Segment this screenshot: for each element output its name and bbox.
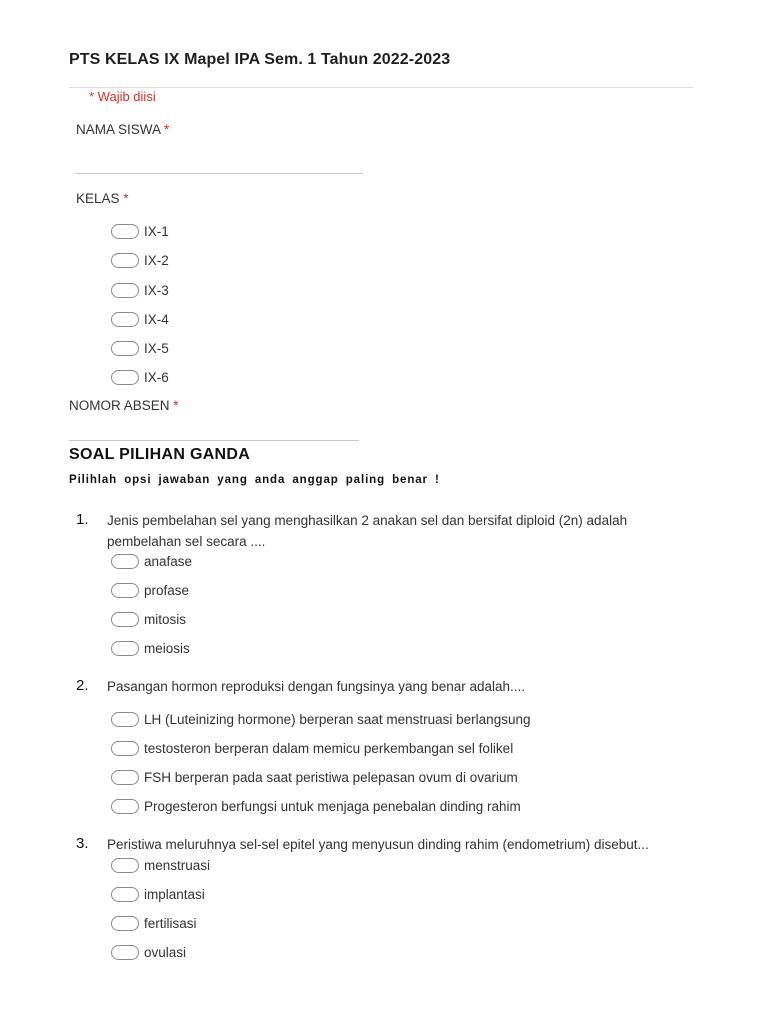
nama-siswa-input[interactable] xyxy=(75,173,363,174)
title-divider xyxy=(69,87,693,88)
option-label: IX-2 xyxy=(144,252,169,268)
kelas-option[interactable] xyxy=(111,250,169,270)
radio-button[interactable] xyxy=(111,612,139,627)
nama-siswa-label-text: NAMA SISWA xyxy=(76,122,161,137)
radio-button[interactable] xyxy=(111,253,139,268)
option-label: LH (Luteinizing hormone) berperan saat menstruasi berlangsung xyxy=(144,711,531,727)
question-number: 3. xyxy=(76,835,89,852)
radio-button[interactable] xyxy=(111,712,139,727)
question-text: Pasangan hormon reproduksi dengan fungsinya yang benar adalah.... xyxy=(107,679,526,694)
question-text: Jenis pembelahan sel yang menghasilkan 2 anakan sel dan bersifat diploid (2n) adalah pembelahan sel secara .... xyxy=(107,513,628,549)
answer-option[interactable] xyxy=(111,551,192,571)
answer-option[interactable] xyxy=(111,796,521,816)
required-asterisk: * xyxy=(123,191,129,206)
option-label: IX-1 xyxy=(144,223,169,239)
option-label: fertilisasi xyxy=(144,915,197,931)
option-label: profase xyxy=(144,582,190,598)
option-label: IX-3 xyxy=(144,282,169,298)
section-description: Pilihlah opsi jawaban yang anda anggap paling benar ! xyxy=(69,474,440,486)
radio-button[interactable] xyxy=(111,945,139,960)
option-label: Progesteron berfungsi untuk menjaga penebalan dinding rahim xyxy=(144,798,521,814)
radio-button[interactable] xyxy=(111,641,139,656)
option-label: implantasi xyxy=(144,886,205,902)
question-number: 2. xyxy=(76,677,89,694)
option-label: IX-4 xyxy=(144,311,169,327)
answer-option[interactable] xyxy=(111,609,186,629)
radio-button[interactable] xyxy=(111,283,139,298)
nama-siswa-label xyxy=(76,122,169,137)
form-title: PTS KELAS IX Mapel IPA Sem. 1 Tahun 2022-2023 xyxy=(69,51,451,68)
kelas-label xyxy=(76,191,129,206)
required-note: * Wajib diisi xyxy=(89,89,156,104)
answer-option[interactable] xyxy=(111,767,518,787)
answer-option[interactable] xyxy=(111,913,197,933)
option-label: mitosis xyxy=(144,611,187,627)
option-label: meiosis xyxy=(144,640,190,656)
kelas-option[interactable] xyxy=(111,280,169,300)
radio-button[interactable] xyxy=(111,370,139,385)
option-label: IX-6 xyxy=(144,369,169,385)
nomor-absen-label-text: NOMOR ABSEN xyxy=(69,398,170,413)
radio-button[interactable] xyxy=(111,312,139,327)
answer-option[interactable] xyxy=(111,738,513,758)
radio-button[interactable] xyxy=(111,224,139,239)
answer-option[interactable] xyxy=(111,855,210,875)
radio-button[interactable] xyxy=(111,554,139,569)
option-label: ovulasi xyxy=(144,944,187,960)
nomor-absen-input[interactable] xyxy=(69,440,359,441)
section-title: SOAL PILIHAN GANDA xyxy=(69,446,251,463)
kelas-label-text: KELAS xyxy=(76,191,120,206)
answer-option[interactable] xyxy=(111,884,205,904)
radio-button[interactable] xyxy=(111,741,139,756)
kelas-option[interactable] xyxy=(111,338,169,358)
kelas-option[interactable] xyxy=(111,367,169,387)
question-number: 1. xyxy=(76,511,89,528)
radio-button[interactable] xyxy=(111,770,139,785)
kelas-option[interactable] xyxy=(111,221,169,241)
kelas-option[interactable] xyxy=(111,309,169,329)
radio-button[interactable] xyxy=(111,858,139,873)
option-label: menstruasi xyxy=(144,857,211,873)
radio-button[interactable] xyxy=(111,887,139,902)
answer-option[interactable] xyxy=(111,942,186,962)
nomor-absen-label xyxy=(69,398,179,413)
radio-button[interactable] xyxy=(111,799,139,814)
answer-option[interactable] xyxy=(111,709,530,729)
radio-button[interactable] xyxy=(111,341,139,356)
radio-button[interactable] xyxy=(111,916,139,931)
required-asterisk: * xyxy=(173,398,179,413)
option-label: IX-5 xyxy=(144,340,169,356)
answer-option[interactable] xyxy=(111,638,190,658)
answer-option[interactable] xyxy=(111,580,189,600)
question-text: Peristiwa meluruhnya sel-sel epitel yang menyusun dinding rahim (endometrium) disebut... xyxy=(107,837,649,852)
required-asterisk: * xyxy=(164,122,170,137)
option-label: anafase xyxy=(144,553,193,569)
option-label: FSH berperan pada saat peristiwa pelepasan ovum di ovarium xyxy=(144,769,518,785)
option-label: testosteron berperan dalam memicu perkembangan sel folikel xyxy=(144,740,514,756)
radio-button[interactable] xyxy=(111,583,139,598)
